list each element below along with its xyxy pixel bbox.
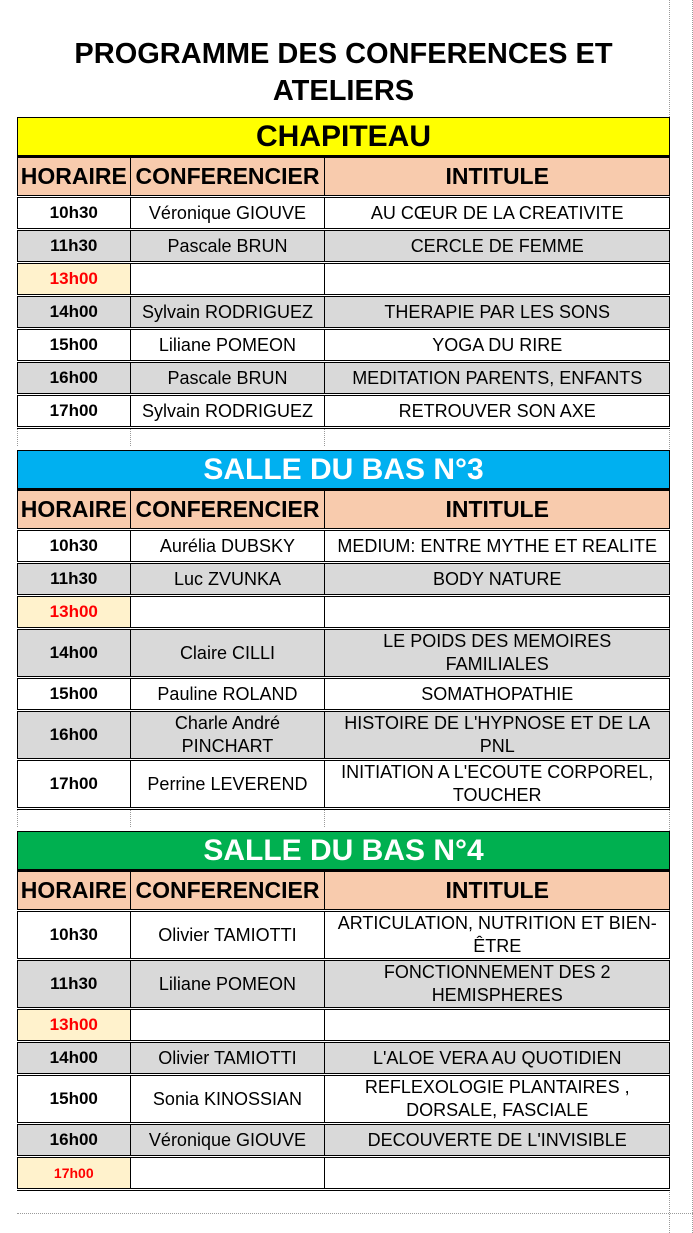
table-row-break <box>18 1009 670 1042</box>
schedule-table <box>17 157 670 446</box>
section-salle-3 <box>17 450 670 827</box>
table-row <box>18 329 670 362</box>
schedule-table <box>17 490 670 827</box>
speaker-cell: Olivier TAMIOTTI <box>130 911 325 960</box>
time-cell: 17h00 <box>18 1157 131 1190</box>
table-row <box>18 911 670 960</box>
speaker-cell: Liliane POMEON <box>130 329 325 362</box>
title-cell: BODY NATURE <box>325 563 670 596</box>
speaker-cell: Olivier TAMIOTTI <box>130 1042 325 1075</box>
title-cell: CERCLE DE FEMME <box>325 230 670 263</box>
speaker-cell: Véronique GIOUVE <box>130 197 325 230</box>
table-row <box>18 629 670 678</box>
time-cell: 14h00 <box>18 296 131 329</box>
time-cell: 11h30 <box>18 563 131 596</box>
speaker-cell: Luc ZVUNKA <box>130 563 325 596</box>
table-row <box>18 362 670 395</box>
table-row <box>18 395 670 428</box>
speaker-cell: Pascale BRUN <box>130 230 325 263</box>
table-header-row <box>18 158 670 197</box>
schedule-table <box>17 871 670 1191</box>
time-cell: 15h00 <box>18 678 131 711</box>
header-intitule: INTITULE <box>325 491 670 530</box>
title-cell <box>325 960 670 1009</box>
table-row <box>18 230 670 263</box>
speaker-line: Charle André <box>174 713 280 733</box>
time-cell: 13h00 <box>18 263 131 296</box>
speaker-cell: Pascale BRUN <box>130 362 325 395</box>
table-row <box>18 1124 670 1157</box>
title-cell <box>325 760 670 809</box>
title-line: HEMISPHERES <box>431 985 563 1005</box>
table-header-row <box>18 872 670 911</box>
speaker-cell: Sonia KINOSSIAN <box>130 1075 325 1124</box>
title-line: LE POIDS DES MEMOIRES <box>383 631 612 651</box>
header-horaire: HORAIRE <box>18 491 131 530</box>
title-cell <box>325 596 670 629</box>
time-cell: 16h00 <box>18 362 131 395</box>
title-line: TOUCHER <box>452 785 542 805</box>
header-conferencier: CONFERENCIER <box>130 491 325 530</box>
title-cell: MEDIUM: ENTRE MYTHE ET REALITE <box>325 530 670 563</box>
title-line: FONCTIONNEMENT DES 2 <box>383 962 611 982</box>
section-banner: SALLE DU BAS N°3 <box>17 450 670 490</box>
title-cell <box>325 1009 670 1042</box>
speaker-cell <box>130 1157 325 1190</box>
time-cell: 17h00 <box>18 395 131 428</box>
table-row <box>18 960 670 1009</box>
time-cell: 11h30 <box>18 960 131 1009</box>
title-cell: L'ALOE VERA AU QUOTIDIEN <box>325 1042 670 1075</box>
header-horaire: HORAIRE <box>18 158 131 197</box>
title-cell: YOGA DU RIRE <box>325 329 670 362</box>
speaker-cell <box>130 711 325 760</box>
title-cell <box>325 1157 670 1190</box>
speaker-cell: Perrine LEVEREND <box>130 760 325 809</box>
title-cell: THERAPIE PAR LES SONS <box>325 296 670 329</box>
speaker-cell: Véronique GIOUVE <box>130 1124 325 1157</box>
title-line: REFLEXOLOGIE PLANTAIRES , <box>364 1077 630 1097</box>
title-cell <box>325 629 670 678</box>
header-horaire: HORAIRE <box>18 872 131 911</box>
time-cell: 13h00 <box>18 1009 131 1042</box>
title-line: DORSALE, FASCIALE <box>406 1100 589 1120</box>
title-cell: DECOUVERTE DE L'INVISIBLE <box>325 1124 670 1157</box>
table-header-row <box>18 491 670 530</box>
title-line: ARTICULATION, NUTRITION ET BIEN- <box>337 913 657 933</box>
time-cell: 16h00 <box>18 711 131 760</box>
table-row <box>18 296 670 329</box>
section-salle-4 <box>17 831 670 1191</box>
speaker-cell: Sylvain RODRIGUEZ <box>130 296 325 329</box>
speaker-line: PINCHART <box>181 736 274 756</box>
title-cell: SOMATHOPATHIE <box>325 678 670 711</box>
spacer-row <box>18 809 670 828</box>
title-cell <box>325 263 670 296</box>
table-row <box>18 711 670 760</box>
title-line: PNL <box>479 736 515 756</box>
table-row <box>18 530 670 563</box>
time-cell: 11h30 <box>18 230 131 263</box>
time-cell: 15h00 <box>18 1075 131 1124</box>
title-line: ÊTRE <box>473 936 522 956</box>
header-conferencier: CONFERENCIER <box>130 872 325 911</box>
time-cell: 17h00 <box>18 760 131 809</box>
time-cell: 14h00 <box>18 1042 131 1075</box>
time-cell: 15h00 <box>18 329 131 362</box>
time-cell: 10h30 <box>18 530 131 563</box>
section-banner: SALLE DU BAS N°4 <box>17 831 670 871</box>
table-row <box>18 1042 670 1075</box>
title-cell: MEDITATION PARENTS, ENFANTS <box>325 362 670 395</box>
table-row-break <box>18 596 670 629</box>
table-row-break <box>18 1157 670 1190</box>
table-row <box>18 760 670 809</box>
speaker-cell <box>130 596 325 629</box>
table-row-break <box>18 263 670 296</box>
spacer-row <box>18 428 670 447</box>
section-chapiteau <box>17 117 670 446</box>
table-row <box>18 1075 670 1124</box>
time-cell: 10h30 <box>18 911 131 960</box>
table-row <box>18 563 670 596</box>
speaker-cell: Claire CILLI <box>130 629 325 678</box>
title-line: INITIATION A L'ECOUTE CORPOREL, <box>341 762 654 782</box>
speaker-cell: Liliane POMEON <box>130 960 325 1009</box>
time-cell: 13h00 <box>18 596 131 629</box>
gridline <box>17 1213 693 1214</box>
title-cell <box>325 911 670 960</box>
speaker-cell: Aurélia DUBSKY <box>130 530 325 563</box>
title-cell: AU CŒUR DE LA CREATIVITE <box>325 197 670 230</box>
time-cell: 10h30 <box>18 197 131 230</box>
page-title: PROGRAMME DES CONFERENCES ET ATELIERS <box>74 38 613 107</box>
title-cell: RETROUVER SON AXE <box>325 395 670 428</box>
speaker-cell <box>130 1009 325 1042</box>
header-intitule: INTITULE <box>325 158 670 197</box>
table-row <box>18 678 670 711</box>
title-line: HISTOIRE DE L'HYPNOSE ET DE LA <box>344 713 651 733</box>
title-cell <box>325 711 670 760</box>
title-line: FAMILIALES <box>445 654 549 674</box>
section-banner: CHAPITEAU <box>17 117 670 157</box>
header-conferencier: CONFERENCIER <box>130 158 325 197</box>
title-cell <box>325 1075 670 1124</box>
header-intitule: INTITULE <box>325 872 670 911</box>
speaker-cell <box>130 263 325 296</box>
speaker-cell: Sylvain RODRIGUEZ <box>130 395 325 428</box>
time-cell: 14h00 <box>18 629 131 678</box>
table-row <box>18 197 670 230</box>
speaker-cell: Pauline ROLAND <box>130 678 325 711</box>
time-cell: 16h00 <box>18 1124 131 1157</box>
